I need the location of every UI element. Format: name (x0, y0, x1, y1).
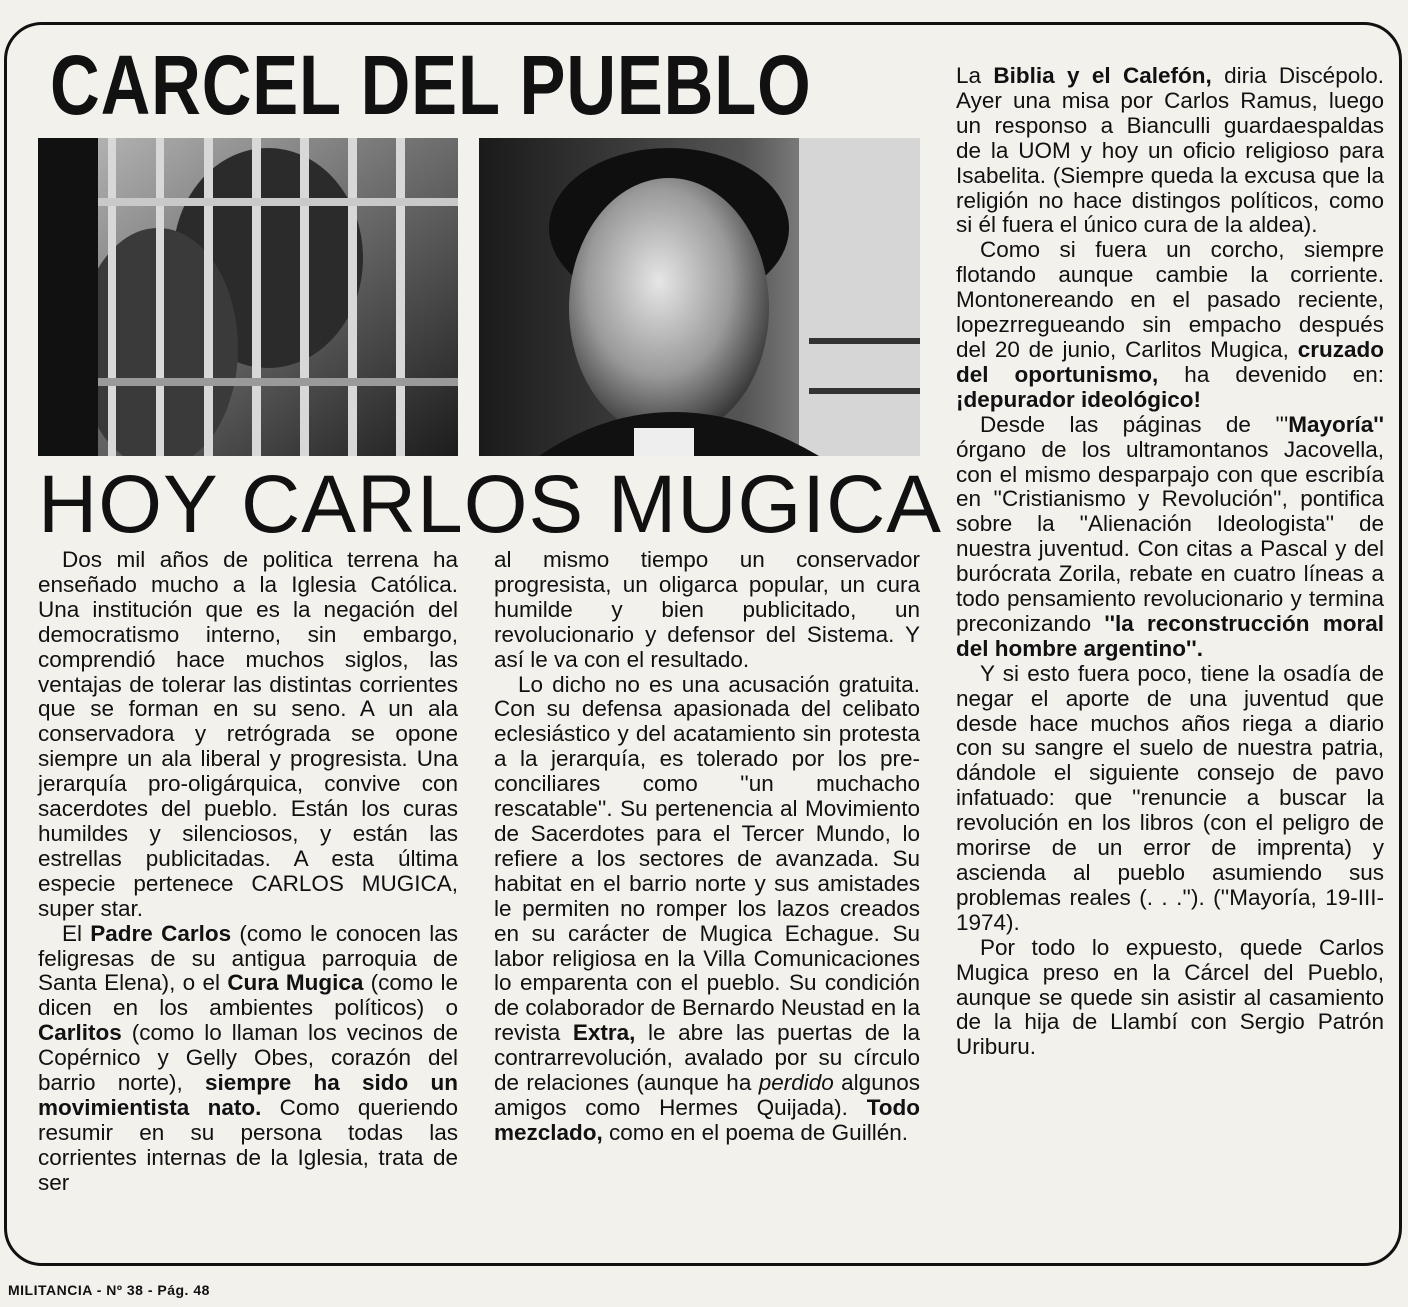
paragraph: al mismo tiempo un conservador progresista, un oligarca popular, un cura humilde y bien publicitado, un revolucionario y defensor del Sistema. Y así le va con el resultado. (494, 547, 920, 672)
article-column-2 (494, 548, 920, 1146)
paragraph: Dos mil años de politica terrena ha enseñado mucho a la Iglesia Católica. Una institución que es la negación del democratismo interno, sin embargo, comprendió hace muchos siglos, las ventajas de tolerar las distintas corrientes que se forman en su seno. A un ala conservadora y retrógrada se opone siempre un ala liberal y progresista. Una jerarquía pro-oligárquica, convive con sacerdotes del pueblo. Están los curas humildes y silenciosos, y están las estrellas publicitadas. A esta última especie pertenece CARLOS MUGICA, super star. (38, 547, 458, 921)
paragraph: Y si esto fuera poco, tiene la osadía de negar el aporte de una juventud que desde hace muchos años riega a diario con su sangre el suelo de nuestra patria, dándole el siguiente consejo de pavo infatuado: que ''renuncie a buscar la revolución en los libros (con el peligro de morirse de un error de imprenta) y ascienda al pueblo asumiendo sus problemas reales (. . .''). (''Mayoría, 19-III-1974). (956, 660, 1384, 935)
paragraph: Como si fuera un corcho, siempre flotando aunque cambie la corriente. Montonereando en el pasado reciente, lopezrregueando sin empacho después del 20 de junio, Carlitos Mugica, cruzado del oportunismo, ha devenido en: ¡depurador ideológico! (956, 237, 1385, 412)
paragraph: La Biblia y el Calefón, diria Discépolo. Ayer una misa por Carlos Ramus, luego un responso a Bianculli guardaespaldas de la UOM y hoy un oficio religioso para Isabelita. (Siempre queda la excusa que la religión no hace distingos políticos, como si él fuera el único cura de la aldea). (956, 63, 1384, 238)
headline: CARCEL DEL PUEBLO (50, 38, 812, 132)
paragraph: Lo dicho no es una acusación gratuita. Con su defensa apasionada del celibato eclesiástico y del acatamiento sin protesta a la jerarquía, es tolerado por los pre-conciliares como ''un muchacho rescatable''. Su pertenencia al Movimiento de Sacerdotes para el Tercer Mundo, lo refiere a los sectores de avanzada. Su habitat en el barrio norte y sus amistades le permiten no romper los lazos creados en su carácter de Mugica Echague. Su labor religiosa en la Villa Comunicaciones lo emparenta con el pueblo. Su condición de colaborador de Bernardo Neustad en la revista Extra, le abre las puertas de la contrarrevolución, avalado por su círculo de relaciones (aunque ha perdido algunos amigos como Hermes Quijada). Todo mezclado, como en el poema de Guillén. (494, 671, 920, 1145)
subheadline: HOY CARLOS MUGICA (38, 459, 942, 550)
article-column-3 (956, 64, 1384, 1060)
paragraph: El Padre Carlos (como le conocen las feligresas de su antigua parroquia de Santa Elena), o el Cura Mugica (como le dicen en los ambientes políticos) o Carlitos (como lo llaman los vecinos de Copérnico y Gelly Obes, corazón del barrio norte), siempre ha sido un movimientista nato. Como queriendo resumir en su persona todas las corrientes internas de la Iglesia, trata de ser (38, 920, 459, 1195)
article-column-1 (38, 548, 458, 1196)
prison-bars-photo (38, 138, 458, 456)
paragraph: Desde las páginas de '''Mayoría'' órgano de los ultramontanos Jacovella, con el mismo desparpajo con que escribía en ''Cristianismo y Revolución'', pontifica sobre la ''Alienación Ideologista'' de nuestra juventud. Con citas a Pascal y del burócrata Zorila, rebate en cuatro líneas a todo pensamiento revolucionario y termina preconizando ''la reconstrucción moral del hombre argentino''. (956, 411, 1384, 661)
page-footer: MILITANCIA - Nº 38 - Pág. 48 (8, 1282, 210, 1298)
man-portrait-photo (479, 138, 920, 456)
paragraph: Por todo lo expuesto, quede Carlos Mugica preso en la Cárcel del Pueblo, aunque se quede sin asistir al casamiento de la hija de Llambí con Sergio Patrón Uriburu. (956, 934, 1384, 1060)
